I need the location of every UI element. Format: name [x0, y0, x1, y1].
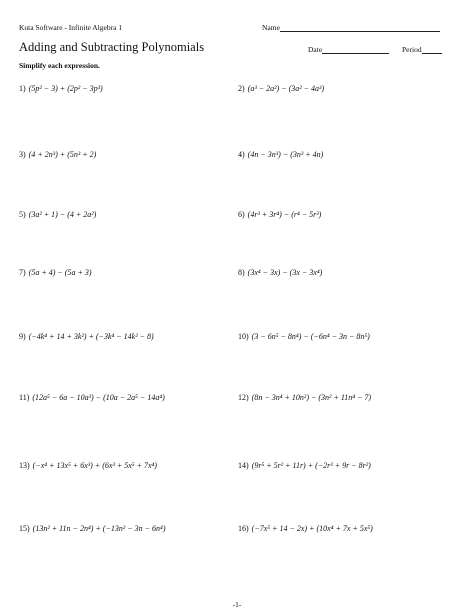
problem-number: 8): [238, 268, 245, 277]
problem-6: [238, 210, 321, 219]
problem-2: [238, 84, 324, 93]
problem-1: [19, 84, 103, 93]
problem-number: 9): [19, 332, 26, 341]
problem-expression: (−7x⁵ + 14 − 2x) + (10x⁴ + 7x + 5x⁵): [251, 524, 373, 533]
problem-expression: (3x⁴ − 3x) − (3x − 3x⁴): [247, 268, 323, 277]
problem-number: 10): [238, 332, 249, 341]
problem-number: 13): [19, 461, 30, 470]
period-label: Period: [402, 45, 422, 54]
problem-8: [238, 268, 322, 277]
problem-11: [19, 393, 165, 402]
software-label: Kuta Software - Infinite Algebra 1: [19, 23, 123, 32]
name-blank: [280, 23, 440, 32]
period-field: [402, 45, 442, 54]
problem-expression: (13n² + 11n − 2n⁴) + (−13n² − 3n − 6n⁴): [32, 524, 166, 533]
problem-4: [238, 150, 323, 159]
instructions: Simplify each expression.: [19, 61, 100, 70]
period-blank: [422, 45, 442, 54]
problem-13: [19, 461, 157, 470]
date-label: Date: [308, 45, 323, 54]
problem-9: [19, 332, 154, 341]
problem-number: 15): [19, 524, 30, 533]
problem-expression: (4r³ + 3r⁴) − (r⁴ − 5r³): [247, 210, 322, 219]
problem-number: 12): [238, 393, 249, 402]
problem-16: [238, 524, 373, 533]
problem-expression: (4n − 3n³) − (3n³ + 4n): [247, 150, 324, 159]
problem-10: [238, 332, 370, 341]
problem-expression: (−x⁴ + 13x⁵ + 6x³) + (6x³ + 5x⁵ + 7x⁴): [32, 461, 157, 470]
problem-number: 2): [238, 84, 245, 93]
date-blank: [322, 45, 389, 54]
problem-number: 4): [238, 150, 245, 159]
problem-expression: (5p² − 3) + (2p² − 3p³): [28, 84, 103, 93]
problem-expression: (3a² + 1) − (4 + 2a²): [28, 210, 97, 219]
problem-expression: (4 + 2n³) + (5n³ + 2): [28, 150, 97, 159]
problem-5: [19, 210, 96, 219]
worksheet-title: Adding and Subtracting Polynomials: [19, 40, 205, 54]
problem-number: 14): [238, 461, 249, 470]
problem-14: [238, 461, 371, 470]
problem-number: 6): [238, 210, 245, 219]
problem-3: [19, 150, 96, 159]
problem-expression: (8n − 3n⁴ + 10n²) − (3n² + 11n⁴ − 7): [251, 393, 372, 402]
date-field: [308, 45, 389, 54]
problem-number: 3): [19, 150, 26, 159]
problem-number: 11): [19, 393, 30, 402]
problem-number: 7): [19, 268, 26, 277]
name-field: [262, 23, 440, 32]
problem-number: 5): [19, 210, 26, 219]
page-number: -1-: [232, 600, 242, 609]
problem-7: [19, 268, 92, 277]
problem-expression: (9r⁵ + 5r² + 11r) + (−2r³ + 9r − 8r²): [251, 461, 371, 470]
problem-expression: (12a⁵ − 6a − 10a³) − (10a − 2a⁵ − 14a⁴): [32, 393, 165, 402]
problem-expression: (−4k⁴ + 14 + 3k²) + (−3k⁴ − 14k² − 8): [28, 332, 154, 341]
problem-15: [19, 524, 165, 533]
problem-12: [238, 393, 371, 402]
name-label: Name: [262, 23, 280, 32]
problem-expression: (a³ − 2a²) − (3a² − 4a³): [247, 84, 325, 93]
problem-number: 1): [19, 84, 26, 93]
problem-number: 16): [238, 524, 249, 533]
problem-expression: (5a + 4) − (5a + 3): [28, 268, 92, 277]
problem-expression: (3 − 6n⁵ − 8n⁴) − (−6n⁴ − 3n − 8n⁵): [251, 332, 370, 341]
